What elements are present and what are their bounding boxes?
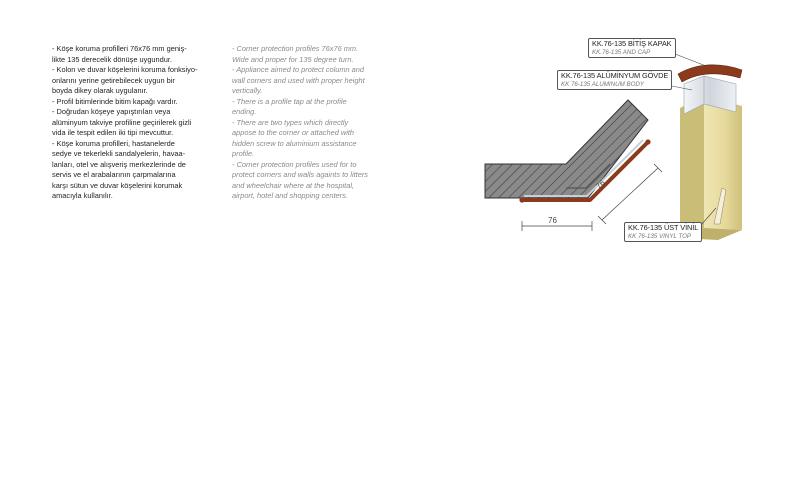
english-description	[232, 44, 404, 202]
en-line: vertically.	[232, 86, 263, 95]
en-line: wall corners and used with proper height	[232, 75, 365, 85]
end-cap-label-tr: KK.76-135 BİTİŞ KAPAK	[592, 39, 672, 48]
column-3d	[678, 65, 742, 240]
aluminum-body-label-en: KK 76-135 ALUMINUM BODY	[561, 80, 644, 88]
tr-line: amacıyla kullanılır.	[52, 191, 113, 200]
tr-line: lanları, otel ve alışveriş merkezlerinde de	[52, 159, 186, 169]
end-cap-label	[588, 38, 676, 58]
tr-line: - Kolon ve duvar köşelerini koruma fonksiyo-	[52, 65, 198, 74]
en-line: - Appliance aimed to protect column and	[232, 65, 365, 74]
end-cap-label-en: KK.76-135 AND CAP	[592, 48, 651, 56]
en-line: profile.	[232, 149, 255, 158]
en-line: hidden screw to aluminium assistance	[232, 138, 357, 148]
tr-line: servis ve el arabalarının çarpmalarına	[52, 170, 176, 179]
tr-line: boyda dikey olarak uygulanır.	[52, 86, 148, 95]
en-line: - Corner protection profiles 76x76 mm.	[232, 44, 359, 53]
aluminum-body-label	[557, 70, 672, 90]
en-line: - There are two types which directly	[232, 117, 349, 127]
vinyl-top-label	[624, 222, 702, 242]
dimension-bottom: 76	[548, 216, 557, 225]
tr-line: - Köşe koruma profilleri 76x76 mm geniş-	[52, 44, 187, 53]
en-line: Wide and proper for 135 degree turn.	[232, 54, 354, 64]
vinyl-top-label-en: KK 76-135 VINYL TOP	[628, 232, 692, 240]
dimension-diagonal: 76	[594, 178, 607, 191]
turkish-description	[52, 44, 224, 202]
tr-line: likte 135 derecelik dönüşe uygundur.	[52, 54, 172, 64]
tr-line: sedye ve tekerlekli sandalyelerin, havaa-	[52, 149, 186, 158]
en-line: ending.	[232, 107, 257, 116]
aluminum-body-label-tr: KK.76-135 ALÜMİNYUM GÖVDE	[561, 71, 669, 80]
tr-line: onlarını yerine getirebilecek uygun bir	[52, 75, 175, 85]
en-line: - There is a profile tap at the profile	[232, 96, 347, 106]
tr-line: - Doğrudan köşeye yapıştırılan veya	[52, 107, 171, 116]
en-line: protect corners and walls againts to litters	[232, 170, 368, 179]
tr-line: - Profil bitimlerinde bitim kapağı vardır.	[52, 96, 178, 106]
tr-line: karşı sütun ve duvar köşelerini korumak	[52, 180, 183, 190]
en-line: - Corner protection profiles used for to	[232, 159, 357, 169]
tr-line: - Köşe koruma profilleri, hastanelerde	[52, 138, 175, 148]
en-line: appose to the corner or attached with	[232, 128, 355, 137]
en-line: airport, hotel and shopping centers.	[232, 191, 348, 200]
wall-section	[485, 100, 648, 198]
en-line: and wheelchair where at the hospital,	[232, 180, 355, 190]
tr-line: alüminyum takviye profiline geçirilerek gizli	[52, 117, 192, 127]
vinyl-top-label-tr: KK.76-135 ÜST VİNİL	[628, 223, 699, 232]
tr-line: vida ile tespit edilen iki tipi mevcuttur.	[52, 128, 174, 137]
